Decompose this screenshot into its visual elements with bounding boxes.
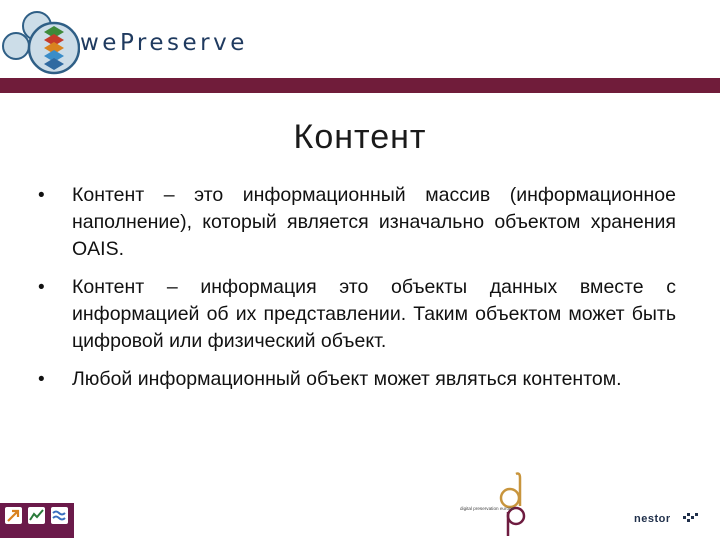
bullet-item — [38, 366, 676, 393]
header — [0, 0, 720, 78]
wave-icon — [51, 507, 68, 524]
brand-wordmark — [80, 30, 248, 56]
dpe-caption: digital preservation europe — [460, 506, 515, 511]
brand-name: Preserve — [119, 30, 248, 56]
nestor-logo-icon — [683, 513, 699, 523]
bullet-marker: • — [38, 185, 45, 206]
wepreserve-logo-icon — [0, 4, 80, 76]
bullet-text: Любой информационный объект может являться контентом. — [72, 368, 622, 390]
slide-title: Контент — [293, 118, 427, 156]
bullet-text: Контент – это информационный массив (информационное наполнение), который является изначально объектом хранения OAIS. — [72, 184, 676, 260]
nestor-logo-text: nestor — [634, 513, 671, 525]
arrow-icon — [5, 507, 22, 524]
dpe-logo — [458, 470, 538, 538]
bullet-text: Контент – информация это объекты данных вместе с информацией об их представлении. Таким объектом может быть цифровой или физический объект. — [72, 276, 676, 352]
partner-logo-left — [0, 503, 74, 538]
bullet-marker: • — [38, 277, 45, 298]
bullet-item — [38, 274, 676, 355]
brand-prefix: we — [80, 30, 120, 56]
bullet-marker: • — [38, 369, 45, 390]
graph-icon — [28, 507, 45, 524]
bullet-list — [38, 182, 676, 404]
bullet-item — [38, 182, 676, 263]
header-band — [0, 78, 720, 93]
